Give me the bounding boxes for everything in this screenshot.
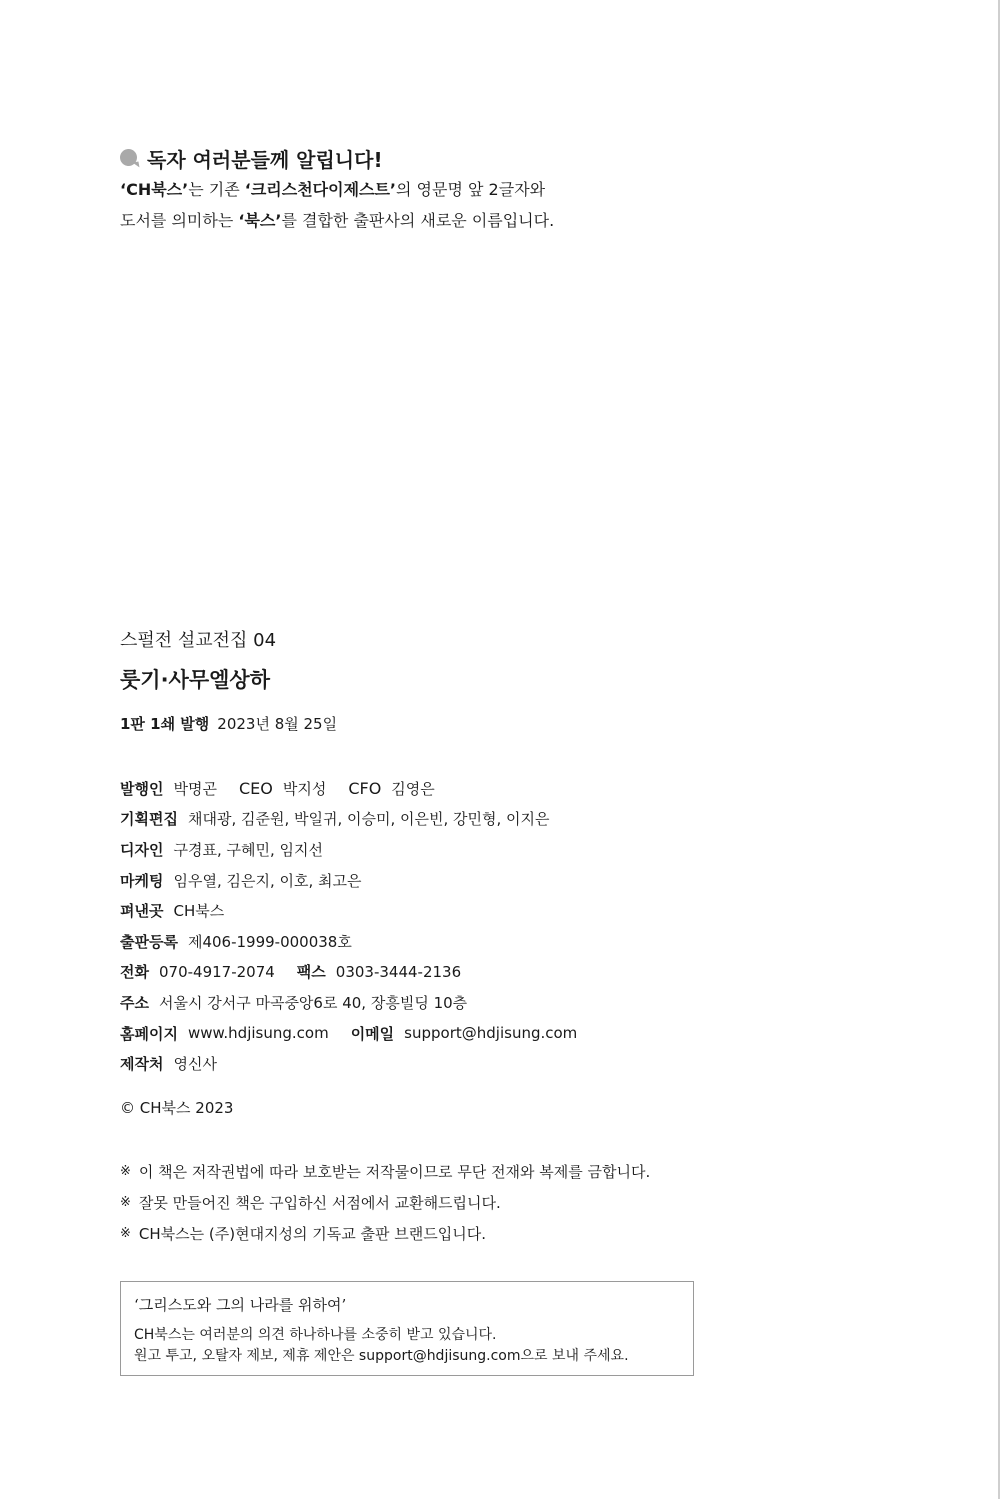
homepage-link[interactable]: www.hdjisung.com [187, 1024, 329, 1043]
phone-value: 070-4917-2074 [158, 962, 275, 981]
reference-mark-icon: ※ [120, 1195, 131, 1210]
credit-label: 펴낸곳 [120, 902, 164, 921]
note-text: CH북스는 (주)현대지성의 기독교 출판 브랜드입니다. [138, 1225, 487, 1243]
notes [120, 1156, 650, 1249]
credit-label: 마케팅 [120, 871, 164, 890]
reference-mark-icon: ※ [120, 1164, 131, 1179]
box-line-2: 원고 투고, 오탈자 제보, 제휴 제안은 support@hdjisung.com으로 보내 주세요. [134, 1348, 629, 1364]
credit-value: 제406-1999-000038호 [187, 932, 352, 951]
credit-label: 디자인 [120, 840, 164, 859]
box-line-1: CH북스는 여러분의 의견 하나하나를 소중히 받고 있습니다. [134, 1327, 497, 1343]
ceo-value: 박지성 [282, 779, 327, 798]
credit-contact [120, 957, 577, 988]
ceo-label: CEO [238, 778, 273, 798]
edition-date: 2023년 8월 25일 [217, 715, 338, 733]
notice-text: 도서를 의미하는 [120, 211, 239, 230]
credit-value: 박명곤 [173, 779, 217, 798]
notice-line-2 [120, 205, 880, 236]
reader-notice [120, 145, 880, 236]
credit-label: 출판등록 [120, 932, 178, 951]
note-text: 잘못 만들어진 책은 구입하신 서점에서 교환해드립니다. [138, 1194, 501, 1212]
credit-planning [120, 804, 577, 835]
note-item [120, 1218, 650, 1249]
credit-marketing [120, 865, 577, 896]
credit-registration [120, 926, 577, 957]
cfo-label: CFO [348, 778, 382, 798]
notice-heading [120, 145, 880, 171]
fax-label: 팩스 [296, 963, 326, 982]
credit-address [120, 987, 577, 1018]
speech-bubble-icon [120, 149, 139, 168]
email-link[interactable]: support@hdjisung.com [404, 1024, 578, 1043]
credit-imprint [120, 895, 577, 926]
book-title: 룻기·사무엘상하 [120, 668, 270, 692]
notice-text: 는 기존 [188, 180, 245, 199]
edition-info [120, 713, 337, 734]
credit-value: 채대광, 김준원, 박일귀, 이승미, 이은빈, 강민형, 이지은 [187, 810, 550, 829]
email-label: 이메일 [350, 1024, 395, 1043]
credit-label: 주소 [120, 993, 149, 1012]
credit-printer [120, 1048, 577, 1079]
copyright: © CH북스 2023 [120, 1099, 234, 1117]
homepage-label: 홈페이지 [120, 1024, 178, 1043]
notice-text: 의 영문명 앞 2글자와 [396, 180, 546, 199]
credit-value: CH북스 [173, 902, 225, 921]
reference-mark-icon: ※ [120, 1226, 131, 1241]
phone-label: 전화 [120, 963, 149, 982]
brand-name: ‘CH북스’ [120, 180, 189, 199]
note-text: 이 책은 저작권법에 따라 보호받는 저작물이므로 무단 전재와 복제를 금합니다. [138, 1163, 651, 1181]
books-word: ‘북스’ [238, 211, 282, 230]
credit-value: 서울시 강서구 마곡중앙6로 40, 장흥빌딩 10층 [158, 993, 468, 1012]
notice-line-1 [120, 174, 880, 205]
cfo-value: 김영은 [391, 779, 435, 798]
credit-label: 기획편집 [120, 810, 178, 829]
edition-label: 1판 1쇄 발행 [120, 715, 210, 733]
credit-value: 영신사 [173, 1055, 217, 1074]
notice-text: 를 결합한 출판사의 새로운 이름입니다. [281, 211, 555, 230]
credit-label: 발행인 [120, 779, 164, 798]
credits [120, 773, 577, 1079]
note-item [120, 1187, 650, 1218]
original-name: ‘크리스천다이제스트’ [244, 180, 397, 199]
credit-publisher [120, 773, 577, 804]
credit-web [120, 1018, 577, 1049]
box-title: ‘그리스도와 그의 나라를 위하여’ [134, 1296, 347, 1314]
note-item [120, 1156, 650, 1187]
notice-heading-text: 독자 여러분들께 알립니다! [147, 147, 383, 172]
credit-label: 제작처 [120, 1055, 164, 1074]
credit-design [120, 834, 577, 865]
credit-value: 임우열, 김은지, 이호, 최고은 [173, 871, 362, 890]
fax-value: 0303-3444-2136 [335, 962, 462, 981]
credit-value: 구경표, 구혜민, 임지선 [173, 840, 323, 859]
feedback-box [120, 1281, 694, 1376]
series-title: 스펄전 설교전집 04 [120, 630, 277, 651]
